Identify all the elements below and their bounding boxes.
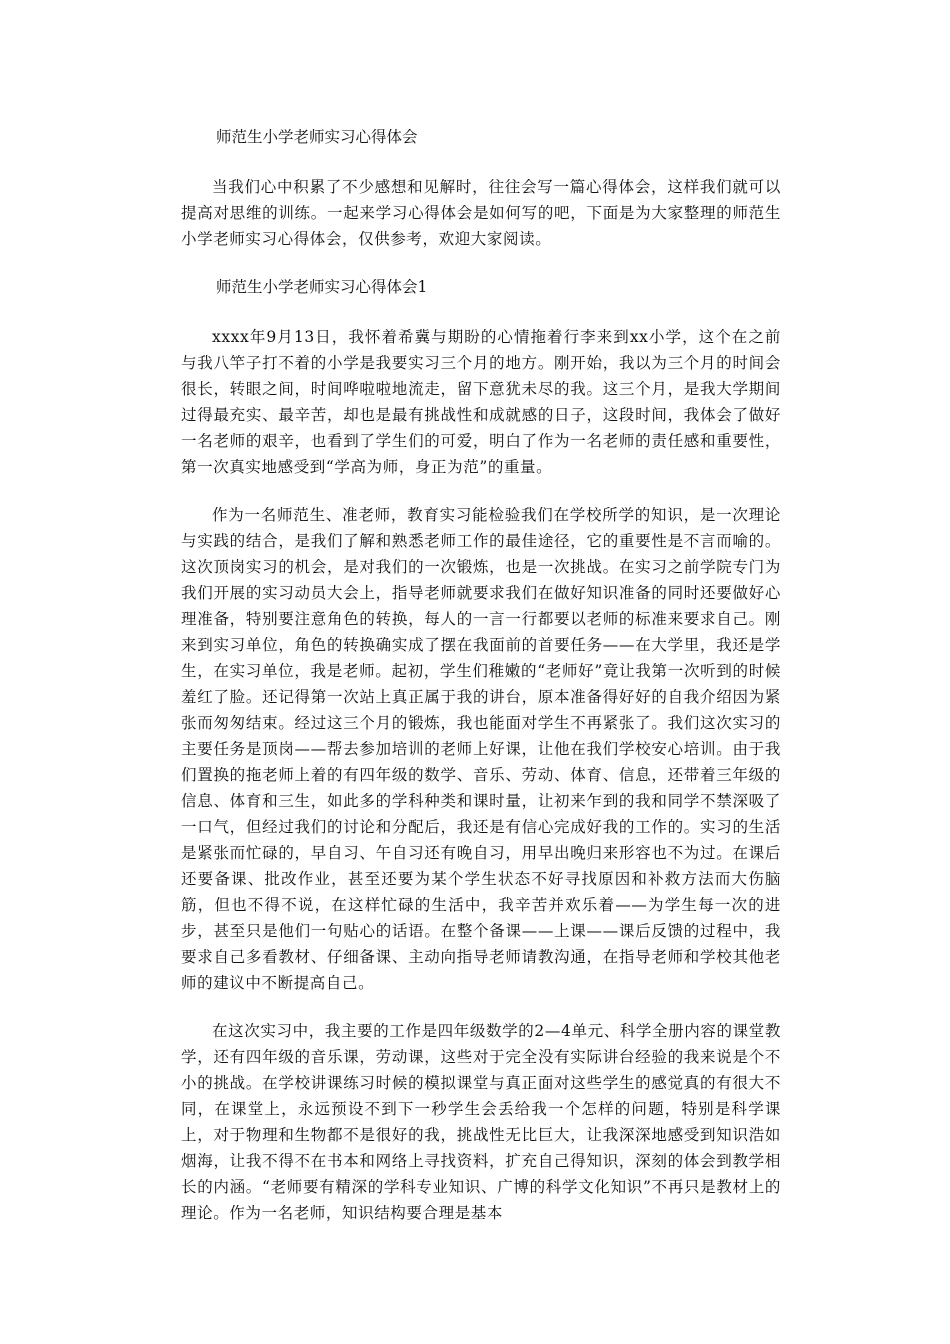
body-paragraph-3: 在这次实习中，我主要的工作是四年级数学的2—4单元、科学全册内容的课堂教学，还有四年级的音乐课，劳动课，这些对于完全没有实际讲台经验的我来说是个不小的挑战。在学校讲课练习时候的模拟课堂与真正面对这些学生的感觉真的有很大不同，在课堂上，永远预设不到下一秒学生会丢给我一个怎样的问题，特别是科学课上，对于物理和生物都不是很好的我，挑战性无比巨大，让我深深地感受到知识浩如烟海，让我不得不在书本和网络上寻找资料，扩充自己得知识，深刻的体会到教学相长的内涵。“老师要有精深的学科专业知识、广博的科学文化知识”不再只是教材上的理论。作为一名老师，知识结构要合理是基本 (181, 1022, 781, 1222)
section-heading: 师范生小学老师实习心得体会1 (216, 278, 428, 296)
intro-paragraph: 当我们心中积累了不少感想和见解时，往往会写一篇心得体会，这样我们就可以提高对思维的训练。一起来学习心得体会是如何写的吧，下面是为大家整理的师范生小学老师实习心得体会，仅供参考，欢迎大家阅读。 (181, 178, 781, 248)
document-title: 师范生小学老师实习心得体会 (216, 128, 418, 146)
body-paragraph-2: 作为一名师范生、准老师，教育实习能检验我们在学校所学的知识，是一次理论与实践的结合，是我们了解和熟悉老师工作的最佳途径，它的重要性是不言而喻的。这次顶岗实习的机会，是对我们的一次锻炼，也是一次挑战。在实习之前学院专门为我们开展的实习动员大会上，指导老师就要求我们在做好知识准备的同时还要做好心理准备，特别要注意角色的转换，每人的一言一行都要以老师的标准来要求自己。刚来到实习单位，角色的转换确实成了摆在我面前的首要任务——在大学里，我还是学生，在实习单位，我是老师。起初，学生们稚嫩的“老师好”竟让我第一次听到的时候羞红了脸。还记得第一次站上真正属于我的讲台，原本准备得好好的自我介绍因为紧张而匆匆结束。经过这三个月的锻炼，我也能面对学生不再紧张了。我们这次实习的主要任务是顶岗——帮去参加培训的老师上好课，让他在我们学校安心培训。由于我们置换的拖老师上着的有四年级的数学、音乐、劳动、体育、信息，还带着三年级的信息、体育和三生，如此多的学科种类和课时量，让初来乍到的我和同学不禁深吸了一口气，但经过我们的讨论和分配后，我还是有信心完成好我的工作的。实习的生活是紧张而忙碌的，早自习、午自习还有晚自习，用早出晚归来形容也不为过。在课后还要备课、批改作业，甚至还要为某个学生状态不好寻找原因和补救方法而大伤脑筋，但也不得不说，在这样忙碌的生活中，我辛苦并欢乐着——为学生每一次的进步，甚至只是他们一句贴心的话语。在整个备课——上课——课后反馈的过程中，我要求自己多看教材、仔细备课、主动向指导老师请教沟通，在指导老师和学校其他老师的建议中不断提高自己。 (181, 506, 781, 992)
body-paragraph-1: xxxx年9月13日，我怀着希冀与期盼的心情拖着行李来到xx小学，这个在之前与我八竿子打不着的小学是我要实习三个月的地方。刚开始，我以为三个月的时间会很长，转眼之间，时间哗啦啦地流走，留下意犹未尽的我。这三个月，是我大学期间过得最充实、最辛苦，却也是最有挑战性和成就感的日子，这段时间，我体会了做好一名老师的艰辛，也看到了学生们的可爱，明白了作为一名老师的责任感和重要性，第一次真实地感受到“学高为师，身正为范”的重量。 (181, 328, 781, 476)
